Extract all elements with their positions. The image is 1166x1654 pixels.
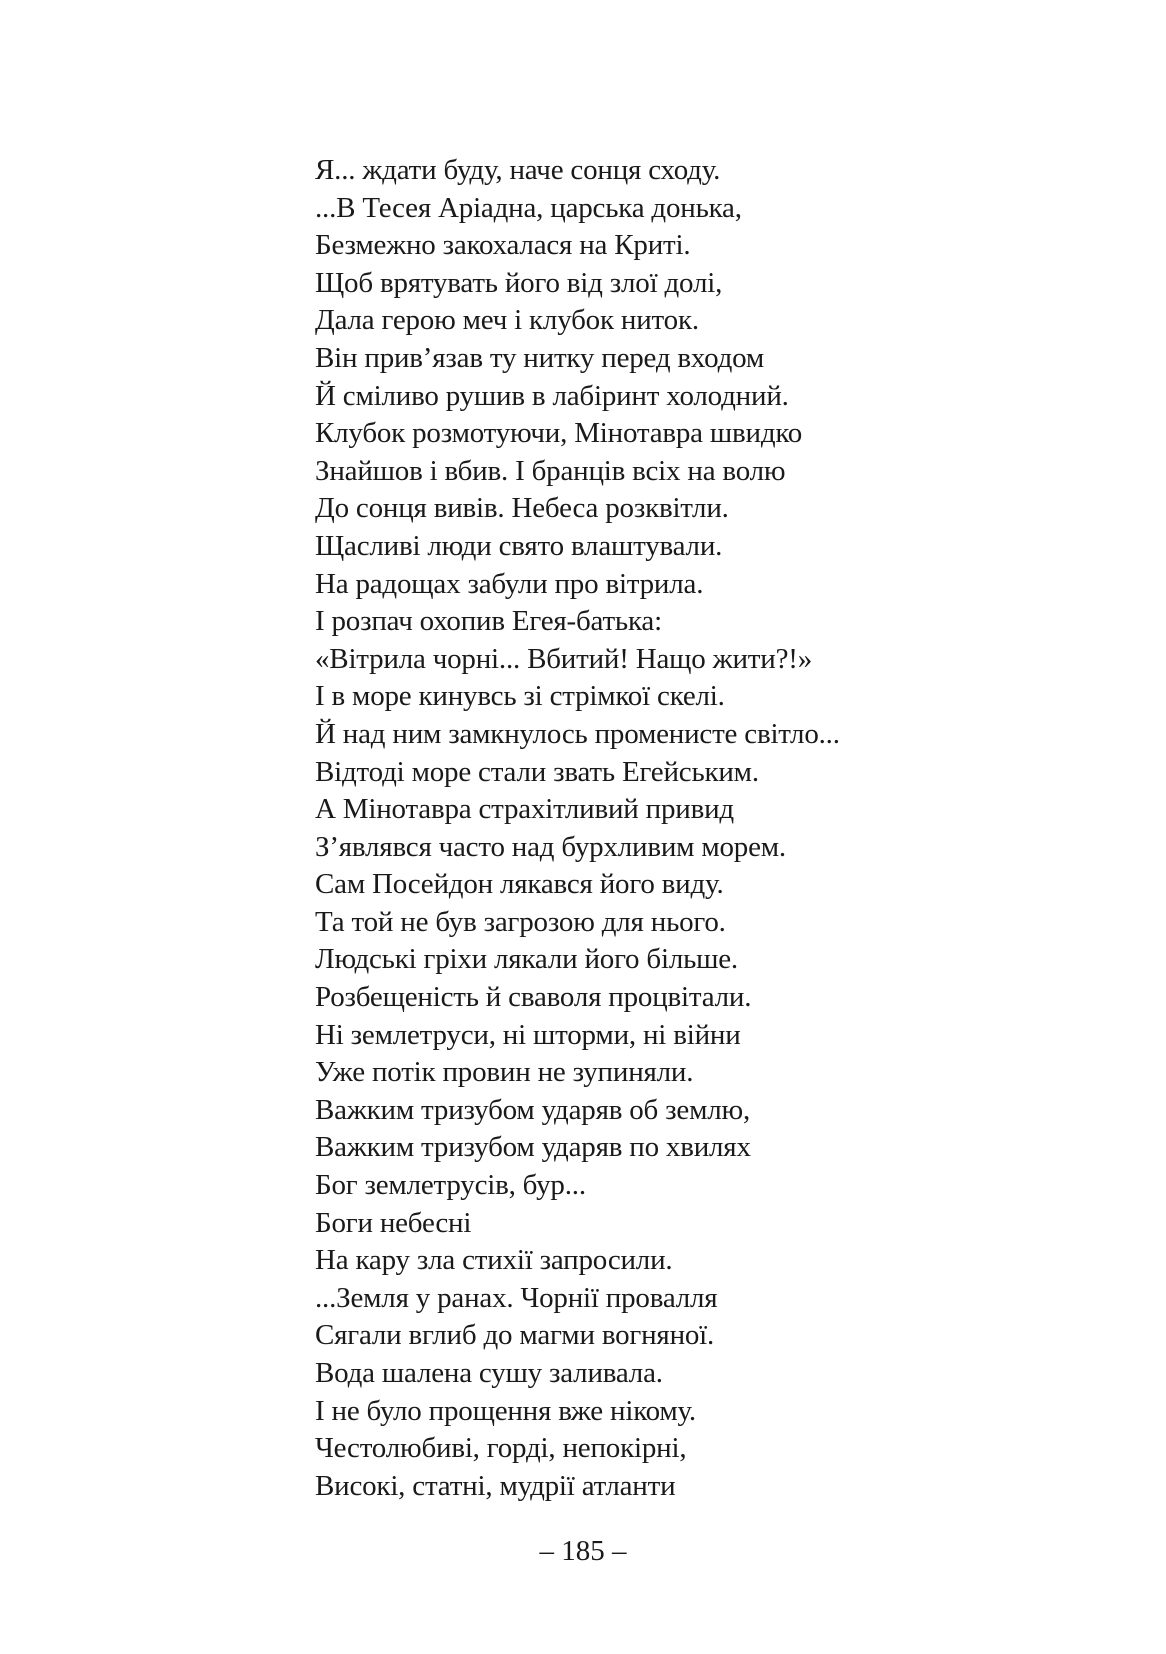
poem-line: Важким тризубом ударяв об землю, <box>315 1093 751 1126</box>
poem-line: Щасливі люди свято влаштували. <box>315 529 723 562</box>
poem-line: Й сміливо рушив в лабіринт холодний. <box>315 379 789 412</box>
poem-line: «Вітрила чорні... Вбитий! Нащо жити?!» <box>315 642 813 675</box>
poem-line: Дала герою меч і клубок ниток. <box>315 304 699 337</box>
poem-line: На кару зла стихії запросили. <box>315 1244 673 1277</box>
poem-line: І розпач охопив Егея-батька: <box>315 605 662 638</box>
poem-line: Я... ждати буду, наче сонця сходу. <box>315 154 721 186</box>
poem-line: І не було прощення вже нікому. <box>315 1394 696 1427</box>
poem-line: Та той не був загрозою для нього. <box>315 905 726 938</box>
poem-line: Боги небесні <box>315 1206 472 1239</box>
poem-line: Бог землетрусів, бур... <box>315 1169 586 1202</box>
poem-line: А Мінотавра страхітливий привид <box>315 793 734 826</box>
poem-line: Високі, статні, мудрії атланти <box>315 1469 676 1502</box>
poem-line: Людські гріхи лякали його більше. <box>315 943 738 976</box>
poem-line: Знайшов і вбив. І бранців всіх на волю <box>315 454 786 487</box>
poem-line: Вода шалена сушу заливала. <box>315 1357 663 1389</box>
poem-text <box>315 152 840 1505</box>
poem-line: На радощах забули про вітрила. <box>315 567 704 600</box>
poem-line: Він прив’язав ту нитку перед входом <box>315 341 765 374</box>
poem-line: До сонця вивів. Небеса розквітли. <box>315 492 729 525</box>
poem-line: Відтоді море стали звать Егейським. <box>315 755 759 788</box>
poem-line: Й над ним замкнулось променисте світло... <box>315 717 840 750</box>
poem-line: ...В Тесея Аріадна, царська донька, <box>315 191 742 224</box>
poem-line: З’являвся часто над бурхливим морем. <box>315 830 786 863</box>
poem-line: Уже потік провин не зупиняли. <box>315 1056 694 1089</box>
poem-line: Щоб врятувать його від злої долі, <box>315 266 723 299</box>
poem-line: ...Земля у ранах. Чорнії провалля <box>315 1281 718 1314</box>
poem-line: Розбещеність й сваволя процвітали. <box>315 981 752 1014</box>
poem-line: Клубок розмотуючи, Мінотавра швидко <box>315 417 803 450</box>
poem-line: Ні землетруси, ні шторми, ні війни <box>315 1018 741 1051</box>
page-number: – 185 – <box>539 1535 627 1567</box>
poem-line: Сам Посейдон лякався його виду. <box>315 868 724 901</box>
poem-line: Безмежно закохалася на Криті. <box>315 229 691 262</box>
poem-line: Важким тризубом ударяв по хвилях <box>315 1131 751 1164</box>
poem-line: І в море кинувсь зі стрімкої скелі. <box>315 680 725 713</box>
poem-line: Сягали вглиб до магми вогняної. <box>315 1319 715 1352</box>
poem-line: Честолюбиві, горді, непокірні, <box>315 1432 687 1465</box>
